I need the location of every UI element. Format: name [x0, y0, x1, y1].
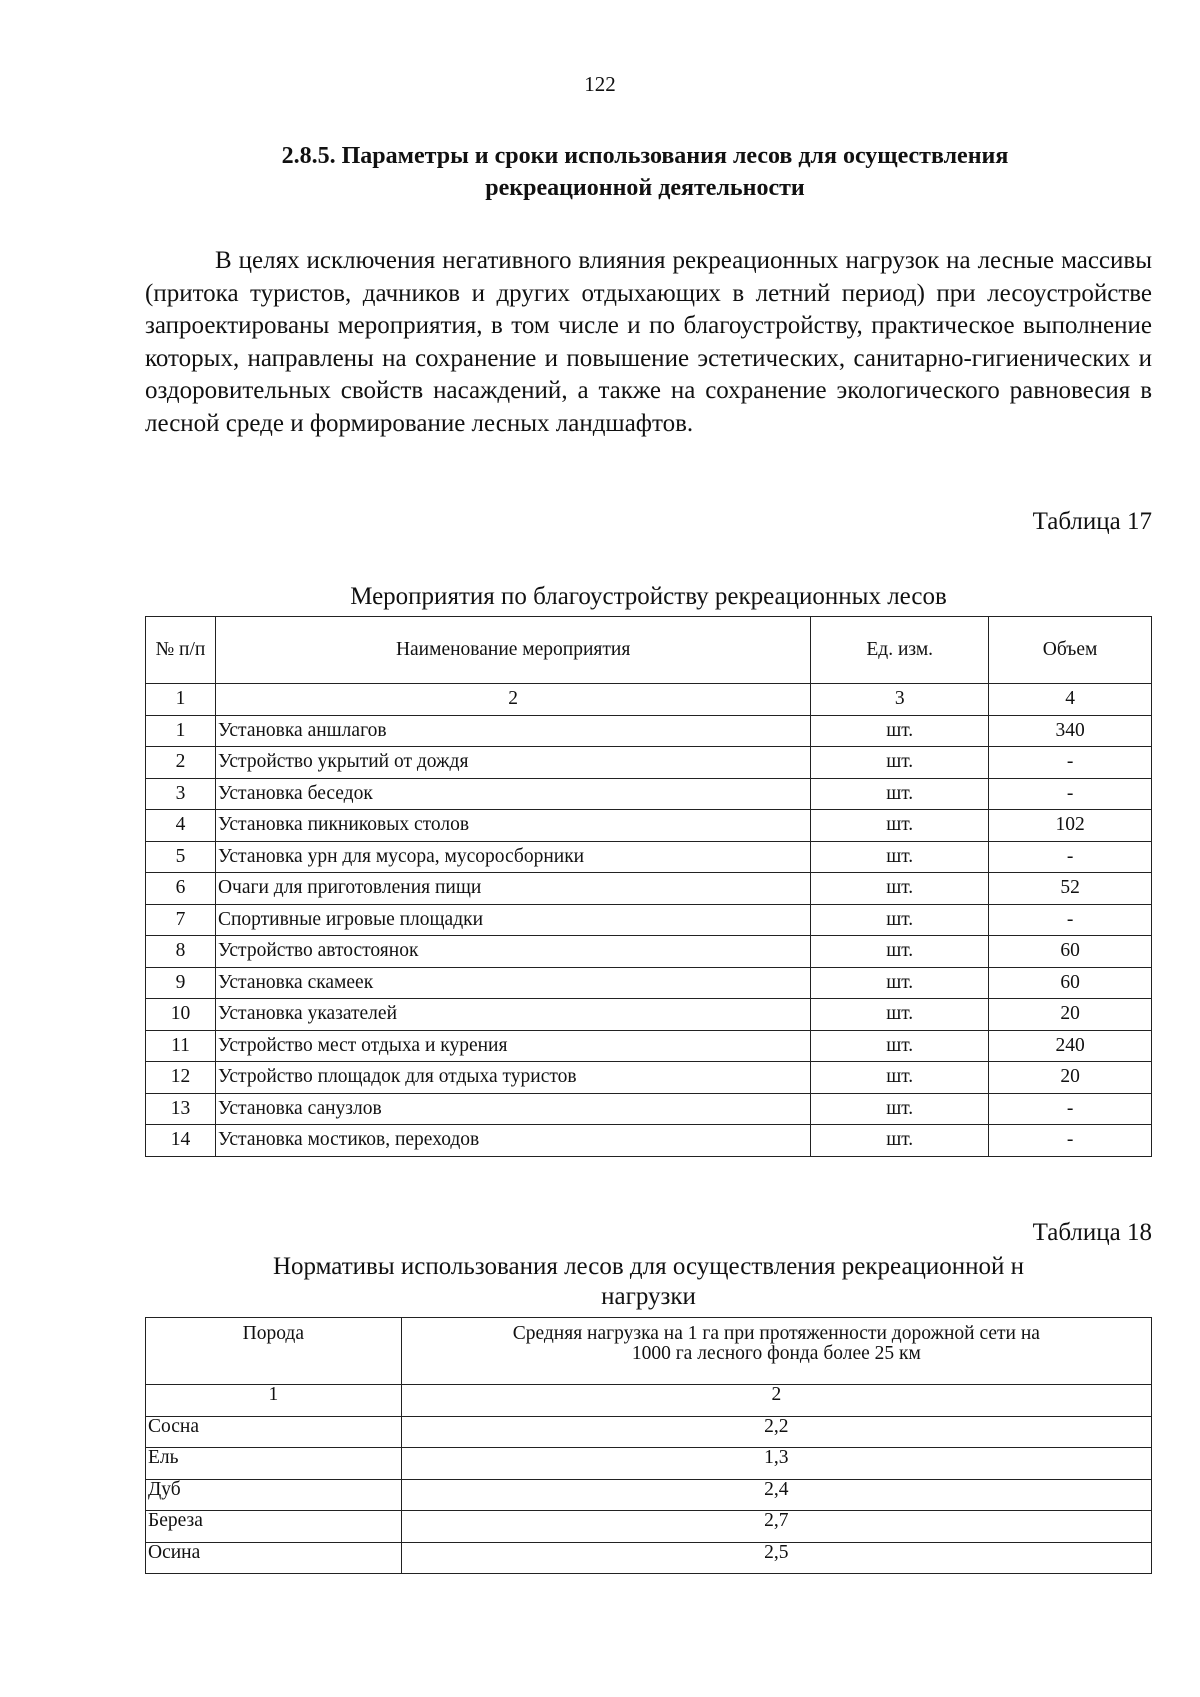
- header-cell-unit: Ед. изм.: [811, 617, 989, 684]
- table-row: [146, 1030, 1152, 1062]
- activity-name-cell: Установка мостиков, переходов: [215, 1125, 810, 1157]
- section-title-line-1: 2.8.5. Параметры и сроки использования лесов для осуществления: [281, 143, 1009, 169]
- header-cell-number: № п/п: [146, 617, 216, 684]
- activity-name-cell: Устройство мест отдыха и курения: [215, 1030, 810, 1062]
- load-value-cell: 2,4: [401, 1479, 1151, 1511]
- table-row: [146, 1542, 1152, 1574]
- section-title: [145, 140, 1145, 204]
- table-row: [146, 778, 1152, 810]
- activity-name-cell: Установка беседок: [215, 778, 810, 810]
- volume-cell: 60: [989, 936, 1152, 968]
- table-row: [146, 967, 1152, 999]
- table-row: [146, 1511, 1152, 1543]
- table-18-caption-line-2: нагрузки: [601, 1283, 696, 1310]
- row-number-cell: 11: [146, 1030, 216, 1062]
- species-cell: Осина: [146, 1542, 402, 1574]
- table-17-caption: Мероприятия по благоустройству рекреационных лесов: [350, 583, 947, 610]
- activity-name-cell: Установка пикниковых столов: [215, 810, 810, 842]
- column-number-cell: 3: [811, 684, 989, 716]
- volume-cell: -: [989, 1125, 1152, 1157]
- table-row: [146, 1416, 1152, 1448]
- volume-cell: 240: [989, 1030, 1152, 1062]
- unit-cell: шт.: [811, 778, 989, 810]
- header-cell-load: Средняя нагрузка на 1 га при протяженности дорожной сети на 1000 га лесного фонда более 25 км: [401, 1318, 1151, 1385]
- row-number-cell: 4: [146, 810, 216, 842]
- table-18: [145, 1317, 1152, 1574]
- header-cell-species: Порода: [146, 1318, 402, 1385]
- table-18-label: Таблица 18: [1032, 1219, 1152, 1246]
- row-number-cell: 13: [146, 1093, 216, 1125]
- table-row: [146, 904, 1152, 936]
- unit-cell: шт.: [811, 841, 989, 873]
- table-row: [146, 1093, 1152, 1125]
- activity-name-cell: Установка санузлов: [215, 1093, 810, 1125]
- column-number-cell: 1: [146, 684, 216, 716]
- activity-name-cell: Установка аншлагов: [215, 715, 810, 747]
- column-number-cell: 2: [401, 1385, 1151, 1417]
- table-17: [145, 616, 1152, 1157]
- species-cell: Сосна: [146, 1416, 402, 1448]
- row-number-cell: 9: [146, 967, 216, 999]
- table-header-row: [146, 617, 1152, 684]
- volume-cell: -: [989, 841, 1152, 873]
- activity-name-cell: Устройство автостоянок: [215, 936, 810, 968]
- table-row: [146, 1062, 1152, 1094]
- unit-cell: шт.: [811, 810, 989, 842]
- column-number-cell: 1: [146, 1385, 402, 1417]
- row-number-cell: 14: [146, 1125, 216, 1157]
- row-number-cell: 8: [146, 936, 216, 968]
- table-row: [146, 1448, 1152, 1480]
- table-row: [146, 1479, 1152, 1511]
- activity-name-cell: Спортивные игровые площадки: [215, 904, 810, 936]
- table-header-row: [146, 1318, 1152, 1385]
- table-row: [146, 936, 1152, 968]
- row-number-cell: 12: [146, 1062, 216, 1094]
- unit-cell: шт.: [811, 904, 989, 936]
- volume-cell: 60: [989, 967, 1152, 999]
- table-17-label: Таблица 17: [1032, 508, 1152, 535]
- species-cell: Ель: [146, 1448, 402, 1480]
- table-18-caption-line-1: Нормативы использования лесов для осуществления рекреационной н: [272, 1253, 1025, 1280]
- unit-cell: шт.: [811, 936, 989, 968]
- table-row: [146, 747, 1152, 779]
- table-row: [146, 715, 1152, 747]
- activity-name-cell: Установка урн для мусора, мусоросборники: [215, 841, 810, 873]
- header-cell-volume: Объем: [989, 617, 1152, 684]
- unit-cell: шт.: [811, 967, 989, 999]
- table-row: [146, 873, 1152, 905]
- column-number-row: [146, 1385, 1152, 1417]
- load-value-cell: 2,5: [401, 1542, 1151, 1574]
- row-number-cell: 2: [146, 747, 216, 779]
- activity-name-cell: Установка скамеек: [215, 967, 810, 999]
- load-value-cell: 2,7: [401, 1511, 1151, 1543]
- species-cell: Береза: [146, 1511, 402, 1543]
- unit-cell: шт.: [811, 873, 989, 905]
- activity-name-cell: Устройство площадок для отдыха туристов: [215, 1062, 810, 1094]
- load-value-cell: 1,3: [401, 1448, 1151, 1480]
- volume-cell: -: [989, 904, 1152, 936]
- volume-cell: 20: [989, 999, 1152, 1031]
- unit-cell: шт.: [811, 1093, 989, 1125]
- unit-cell: шт.: [811, 715, 989, 747]
- column-number-cell: 2: [215, 684, 810, 716]
- row-number-cell: 5: [146, 841, 216, 873]
- volume-cell: 20: [989, 1062, 1152, 1094]
- unit-cell: шт.: [811, 1125, 989, 1157]
- unit-cell: шт.: [811, 1030, 989, 1062]
- row-number-cell: 7: [146, 904, 216, 936]
- intro-paragraph: В целях исключения негативного влияния рекреационных нагрузок на лесные массивы (притока туристов, дачников и других отдыхающих в летний период) при лесоустройстве запроектированы мероприятия, в том числе и по благоустройству, практическое выполнение которых, направлены на сохранение и повышение эстетических, санитарно-гигиенических и оздоровительных свойств насаждений, а также на сохранение экологического равновесия в лесной среде и формирование лесных ландшафтов.: [145, 247, 1152, 437]
- row-number-cell: 10: [146, 999, 216, 1031]
- volume-cell: -: [989, 747, 1152, 779]
- row-number-cell: 6: [146, 873, 216, 905]
- row-number-cell: 1: [146, 715, 216, 747]
- load-value-cell: 2,2: [401, 1416, 1151, 1448]
- unit-cell: шт.: [811, 747, 989, 779]
- volume-cell: 102: [989, 810, 1152, 842]
- table-row: [146, 810, 1152, 842]
- activity-name-cell: Установка указателей: [215, 999, 810, 1031]
- header-cell-name: Наименование мероприятия: [215, 617, 810, 684]
- section-title-line-2: рекреационной деятельности: [485, 175, 805, 201]
- table-row: [146, 999, 1152, 1031]
- volume-cell: 340: [989, 715, 1152, 747]
- table-18-caption: [145, 1252, 1152, 1312]
- activity-name-cell: Устройство укрытий от дождя: [215, 747, 810, 779]
- activity-name-cell: Очаги для приготовления пищи: [215, 873, 810, 905]
- unit-cell: шт.: [811, 1062, 989, 1094]
- unit-cell: шт.: [811, 999, 989, 1031]
- row-number-cell: 3: [146, 778, 216, 810]
- volume-cell: -: [989, 778, 1152, 810]
- table-row: [146, 1125, 1152, 1157]
- column-number-row: [146, 684, 1152, 716]
- page-number: 122: [584, 72, 616, 96]
- species-cell: Дуб: [146, 1479, 402, 1511]
- volume-cell: -: [989, 1093, 1152, 1125]
- volume-cell: 52: [989, 873, 1152, 905]
- column-number-cell: 4: [989, 684, 1152, 716]
- table-row: [146, 841, 1152, 873]
